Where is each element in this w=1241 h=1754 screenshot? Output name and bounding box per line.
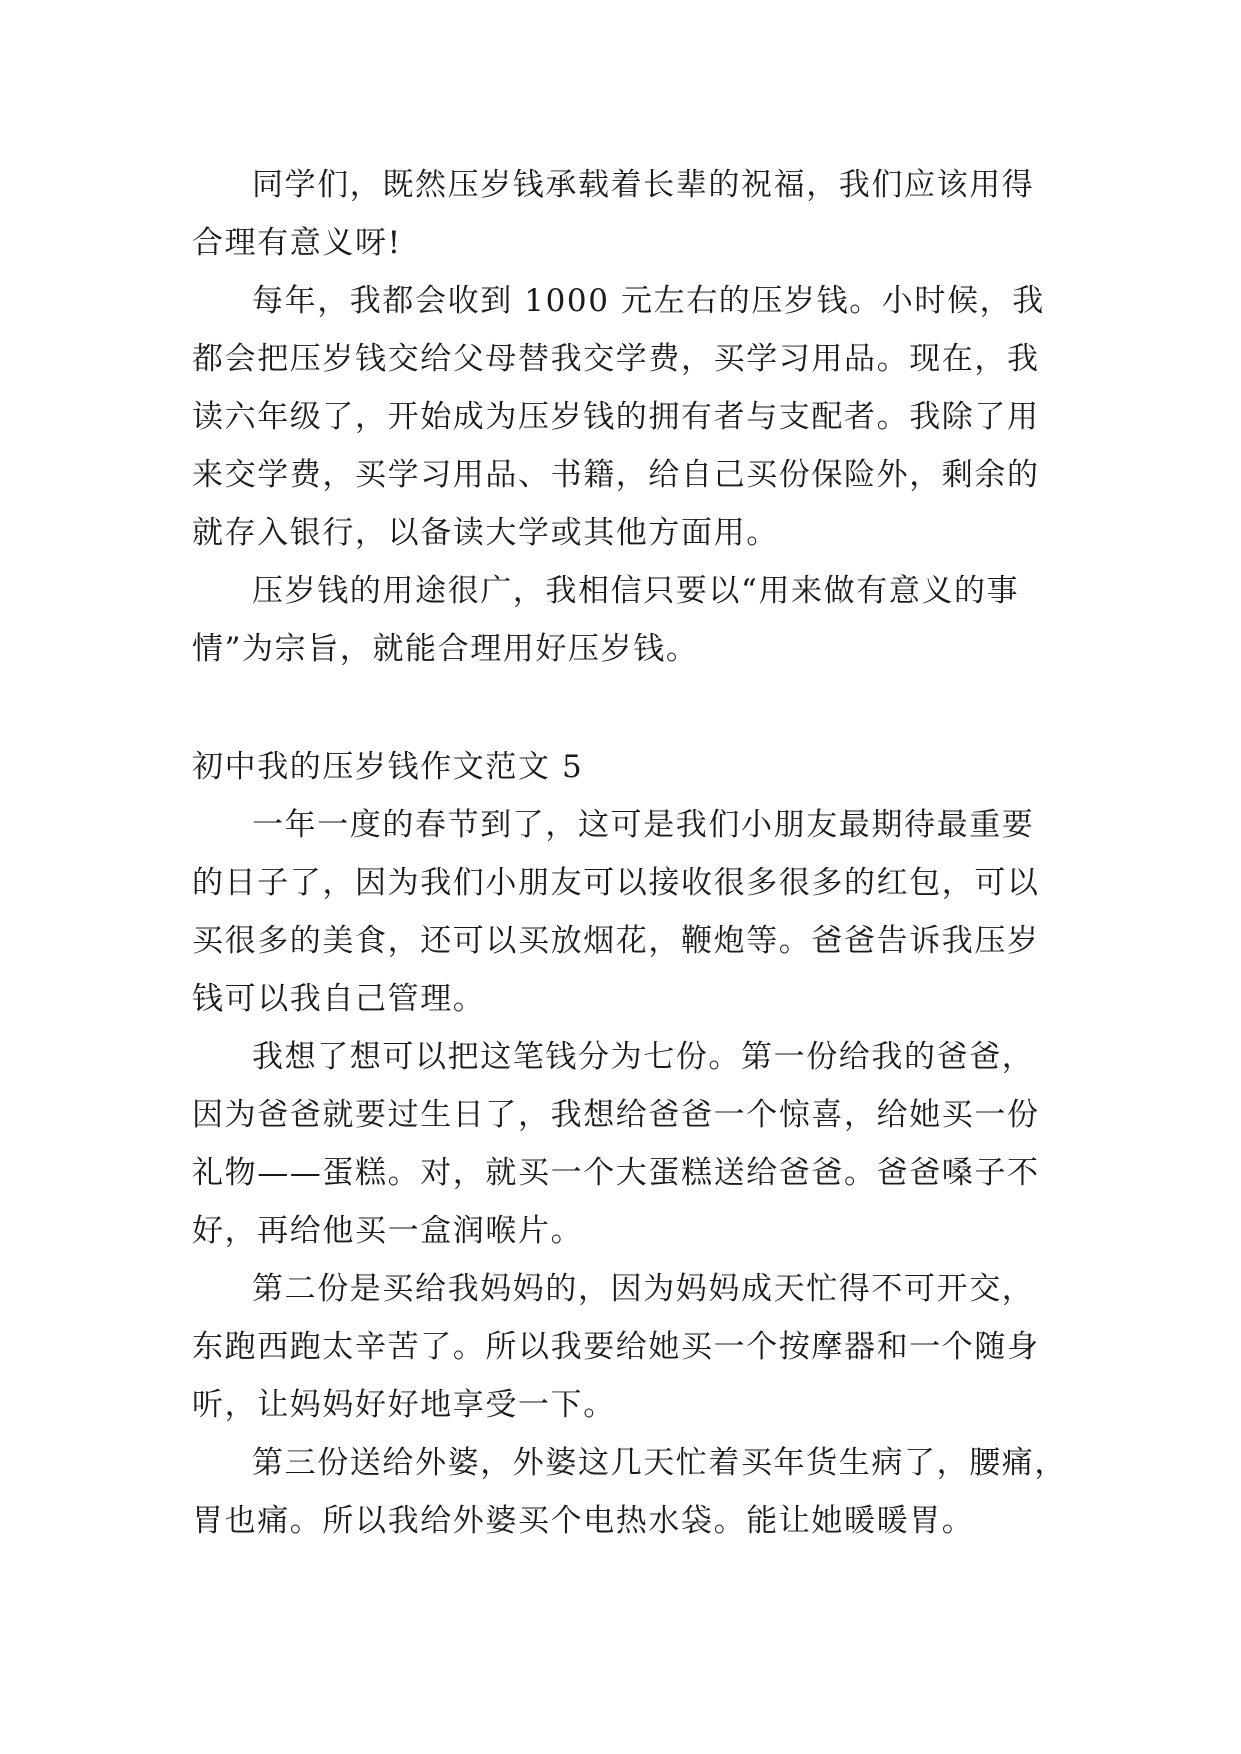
paragraph-line: 礼物——蛋糕。对，就买一个大蛋糕送给爸爸。爸爸嗓子不 [192, 1155, 1040, 1191]
paragraph-line: 情”为宗旨，就能合理用好压岁钱。 [192, 631, 699, 667]
paragraph-line: 胃也痛。所以我给外婆买个电热水袋。能让她暖暖胃。 [192, 1503, 975, 1539]
paragraph-line: 好，再给他买一盒润喉片。 [192, 1213, 584, 1249]
paragraph-line: 合理有意义呀! [192, 225, 402, 261]
paragraph-line: 的日子了，因为我们小朋友可以接收很多很多的红包，可以 [192, 865, 1040, 901]
paragraph-line: 第二份是买给我妈妈的，因为妈妈成天忙得不可开交， [252, 1271, 1035, 1307]
paragraph-line: 都会把压岁钱交给父母替我交学费，买学习用品。现在，我 [192, 341, 1040, 377]
section-heading: 初中我的压岁钱作文范文 5 [192, 749, 584, 785]
paragraph-line: 就存入银行，以备读大学或其他方面用。 [192, 515, 779, 551]
paragraph-line: 东跑西跑太辛苦了。所以我要给她买一个按摩器和一个随身 [192, 1329, 1040, 1365]
paragraph-line: 来交学费，买学习用品、书籍，给自己买份保险外，剩余的 [192, 457, 1040, 493]
paragraph-line: 钱可以我自己管理。 [192, 981, 486, 1017]
paragraph-line: 听，让妈妈好好地享受一下。 [192, 1387, 616, 1423]
paragraph-line: 我想了想可以把这笔钱分为七份。第一份给我的爸爸， [252, 1039, 1035, 1075]
paragraph-line: 同学们，既然压岁钱承载着长辈的祝福，我们应该用得 [252, 167, 1035, 203]
paragraph-line: 第三份送给外婆，外婆这几天忙着买年货生病了，腰痛， [252, 1445, 1067, 1481]
paragraph-line: 读六年级了，开始成为压岁钱的拥有者与支配者。我除了用 [192, 399, 1040, 435]
paragraph-line: 一年一度的春节到了，这可是我们小朋友最期待最重要 [252, 807, 1035, 843]
paragraph-line: 买很多的美食，还可以买放烟花，鞭炮等。爸爸告诉我压岁 [192, 923, 1040, 959]
paragraph-line: 因为爸爸就要过生日了，我想给爸爸一个惊喜，给她买一份 [192, 1097, 1040, 1133]
paragraph-line: 每年，我都会收到 1000 元左右的压岁钱。小时候，我 [252, 283, 1045, 319]
paragraph-line: 压岁钱的用途很广，我相信只要以“用来做有意义的事 [252, 573, 1020, 609]
